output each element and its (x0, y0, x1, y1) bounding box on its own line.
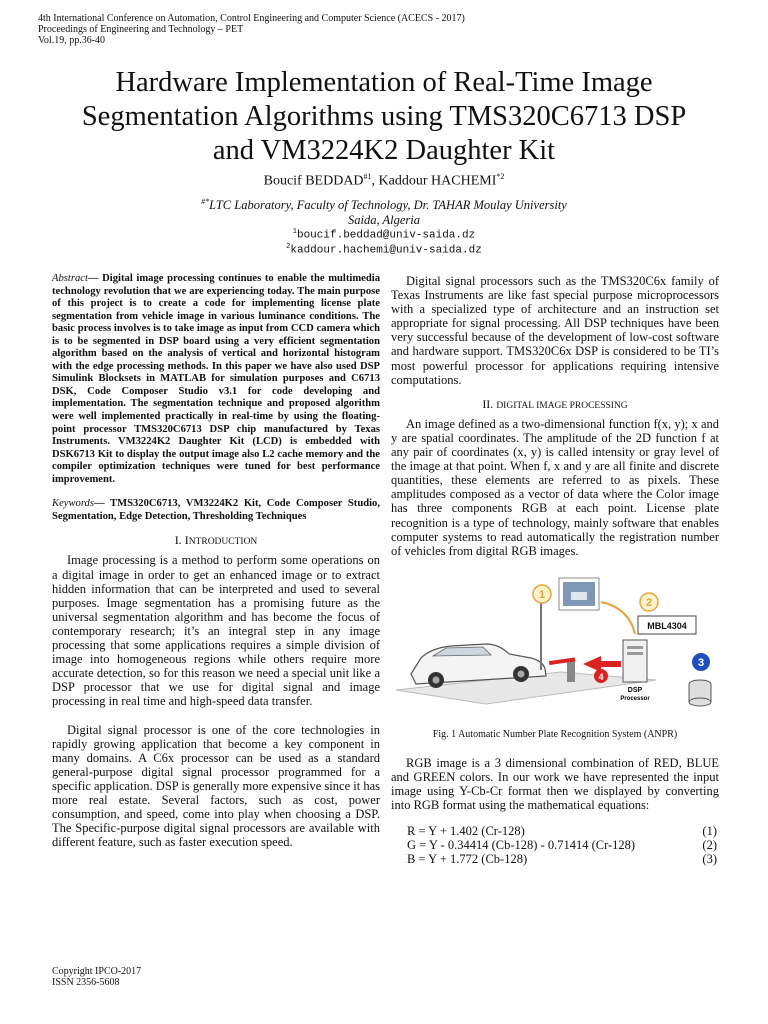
keywords-dash: — (93, 498, 111, 510)
database-icon (689, 680, 711, 706)
intro-paragraph-1: Image processing is a method to perform some operations on a digital image in order to get an enhanced image or to extract hidden information that can be interpreted and used to several purposes. Image segmentation has a promising future as the universal segmentation algorithm and has become the focus of contemporary research; it’s an integral step in any image processing that some applications requires a simple division of image into homogeneous regions while others require more accurate detection, so for this reason we need a special unit like a DSP processor that we use for digital signal and image processing in real time and high-speed data transfer. (52, 553, 380, 709)
equation-3-expr: B = Y + 1.772 (Cb-128) (407, 852, 528, 867)
abstract-dash: — (87, 273, 103, 284)
email-2-line (0, 241, 768, 258)
anpr-illustration (391, 572, 719, 722)
section-heading-digital-image-processing (391, 397, 719, 413)
step-1-number: 1 (538, 588, 546, 601)
keywords (52, 498, 380, 523)
equation-2-number: (2) (702, 838, 717, 853)
affiliation-line-1: LTC Laboratory, Faculty of Technology, Dr. TAHAR Moulay University (209, 198, 567, 213)
email-1: boucif.beddad@univ-saida.dz (296, 229, 476, 242)
section-1-rest: NTRODUCTION (188, 537, 258, 548)
footer-issn: ISSN 2356-5608 (52, 977, 120, 988)
processor-label: Processor (620, 695, 650, 702)
page-footer (52, 966, 141, 988)
author-list (0, 172, 768, 190)
step-3-number: 3 (697, 656, 705, 669)
step-2-number: 2 (645, 596, 653, 609)
equation-1-number: (1) (702, 824, 717, 839)
arrow-to-dsp (601, 602, 635, 634)
footer-copyright: Copyright IPCO-2017 (52, 966, 142, 977)
figure-anpr-system (391, 572, 719, 722)
header-proceedings: Proceedings of Engineering and Technology – PET (38, 24, 244, 35)
paper-title (30, 66, 738, 168)
email-2: kaddour.hachemi@univ-saida.dz (290, 244, 482, 257)
author-2: Kaddour HACHEMI (378, 173, 497, 189)
title-line-3: and VM3224K2 Daughter Kit (212, 135, 556, 166)
step-4-number: 4 (598, 671, 604, 682)
equations-block (391, 824, 719, 866)
title-line-1: Hardware Implementation of Real-Time Image (115, 67, 653, 98)
rgb-paragraph: RGB image is a 3 dimensional combination of RED, BLUE and GREEN colors. In our work we have represented the input image using Y-Cb-Cr format then we displayed by converting into RGB format using the mathematical equations: (391, 755, 719, 813)
section-2-title: DIGITAL IMAGE PROCESSING (496, 400, 628, 411)
email-1-mark: 1 (292, 228, 297, 236)
email-2-mark: 2 (286, 243, 291, 251)
dsp-label: DSP (627, 686, 643, 694)
author-separator: , (371, 173, 379, 189)
author-1-mark: #1 (363, 172, 372, 181)
figure-caption: Fig. 1 Automatic Number Plate Recognition System (ANPR) (432, 728, 678, 740)
keywords-text: TMS320C6713, VM3224K2 Kit, Code Composer Studio, Segmentation, Edge Detection, Thresholding Techniques (52, 498, 380, 522)
mbl-label: MBL4304 (647, 620, 687, 631)
section-heading-introduction (52, 533, 380, 549)
header-volume: Vol.19, pp.36-40 (38, 35, 106, 46)
abstract (52, 273, 380, 486)
conference-header (38, 13, 465, 46)
equation-1 (407, 824, 717, 838)
right-column (391, 274, 719, 867)
equation-1-expr: R = Y + 1.402 (Cr-128) (407, 824, 525, 839)
equation-3-number: (3) (702, 852, 717, 867)
keywords-label: Keywords (52, 498, 94, 510)
title-line-2: Segmentation Algorithms using TMS320C6713 DSP (81, 101, 687, 132)
header-conference: 4th International Conference on Automation, Control Engineering and Computer Science (ACECS - 2017) (38, 13, 465, 24)
image-definition-paragraph: An image defined as a two-dimensional function f(x, y); x and y are spatial coordinates. The amplitude of the 2D function f at any pair of coordinates (x, y) is called intensity or gray level of the image at that point. When f, x and y are all finite and discrete quantities, these elements are referred to as pixels. These amplitudes composed as a vector of data where the Color image has three components RGB at each point. License plate recognition is a type of technology, mainly software that enables computer systems to read automatically the registration number of vehicles from digital RGB images. (391, 416, 719, 558)
author-1: Boucif BEDDAD (263, 173, 364, 189)
affiliation-line-2: Saida, Algeria (348, 213, 420, 228)
abstract-label: Abstract (52, 273, 88, 284)
equation-3 (407, 852, 717, 866)
equation-2 (407, 838, 717, 852)
section-1-initial: I (184, 533, 189, 548)
abstract-text: Digital image processing continues to enable the multimedia technology revolution that we are experiencing today. The main purpose of this project is to create a code for implementing license plate segmentation from vehicle image in various luminance conditions. The basic process involves is to take image as input from CCD camera which is to be segmented in DSP board using a very efficient segmentation algorithm based on the analysis of vertical and horizontal histogram with the edge processing methods. In this paper we have also used DSP Simulink Blocksets in MATLAB for simulation purposes and C6713 DSK, Code Composer Studio v3.1 for code developing and implementation. The segmentation technique and proposed algorithm were well implemented practically in real-time by using the floating-point processor TMS320C6713 DSP chip manufactured by Texas Instruments. VM3224K2 Daughter Kit (LCD) is embedded with DSK6713 Kit to display the output image also L2 cache memory and the compiler optimization techniques were tuned for best performance improvement. (52, 273, 380, 485)
equation-2-expr: G = Y - 0.34414 (Cb-128) - 0.71414 (Cr-128) (407, 838, 636, 853)
section-2-number: II. (482, 396, 494, 411)
section-1-number: I. (174, 533, 182, 548)
author-2-mark: *2 (496, 172, 505, 181)
affiliation-mark: #* (201, 197, 210, 206)
affiliation (0, 194, 768, 228)
dsp-paragraph: Digital signal processors such as the TMS320C6x family of Texas Instruments are like fast special purpose microprocessors with a specialized type of architecture and an instruction set appropriate for signal processing. All DSP techniques have been very successful because of the development of low-cost software and hardware support. TMS320C6x DSP is considered to be TI’s most powerful processor for applications requiring intensive computations. (391, 274, 719, 387)
intro-paragraph-2: Digital signal processor is one of the core technologies in rapidly growing application that become a key component in many domains. A C6x processor can be used as a standard general-purpose digital signal processor programmed for a specific application. DSP is generally more expensive since it has more real estate. Several factors, such as cost, power consumption, and speed, come into play when choosing a DSP. The Specific-purpose digital signal processors are available with different feature, such as faster execution speed. (52, 722, 380, 850)
left-column (52, 273, 380, 849)
